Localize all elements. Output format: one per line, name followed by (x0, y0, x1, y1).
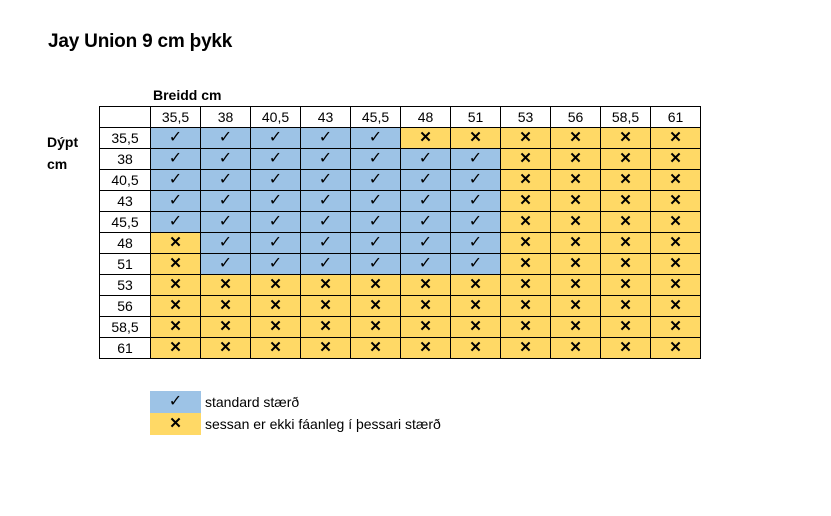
available-cell (301, 254, 351, 275)
check-icon: ✓ (168, 129, 183, 146)
cross-icon: ✕ (619, 255, 632, 272)
available-cell (451, 191, 501, 212)
unavailable-cell (601, 296, 651, 317)
cross-icon: ✕ (569, 234, 582, 251)
table-row (100, 128, 701, 149)
available-cell (201, 128, 251, 149)
unavailable-cell (551, 233, 601, 254)
cross-icon: ✕ (669, 171, 682, 188)
depth-axis-label (47, 131, 78, 175)
available-cell (301, 128, 351, 149)
cross-icon: ✕ (419, 318, 432, 335)
unavailable-cell (651, 317, 701, 338)
available-cell (201, 149, 251, 170)
check-icon: ✓ (268, 255, 283, 272)
cross-icon: ✕ (619, 129, 632, 146)
available-cell (251, 191, 301, 212)
available-cell (451, 233, 501, 254)
unavailable-cell (651, 191, 701, 212)
available-cell (301, 212, 351, 233)
unavailable-cell (501, 317, 551, 338)
cross-icon: ✕ (519, 318, 532, 335)
cross-icon: ✕ (519, 213, 532, 230)
available-cell (201, 191, 251, 212)
cross-icon: ✕ (219, 297, 232, 314)
check-icon: ✓ (268, 192, 283, 209)
available-cell (301, 191, 351, 212)
cross-icon: ✕ (269, 297, 282, 314)
check-icon: ✓ (318, 213, 333, 230)
cross-icon: ✕ (619, 171, 632, 188)
column-header: 48 (401, 107, 451, 128)
unavailable-cell (501, 191, 551, 212)
unavailable-cell (551, 128, 601, 149)
check-icon: ✓ (368, 129, 383, 146)
cross-icon: ✕ (169, 276, 182, 293)
check-icon: ✓ (468, 192, 483, 209)
available-cell (151, 212, 201, 233)
unavailable-cell (651, 170, 701, 191)
cross-icon: ✕ (169, 234, 182, 251)
unavailable-cell (451, 338, 501, 359)
cross-icon: ✕ (419, 276, 432, 293)
legend-label-standard: standard stærð (205, 394, 300, 410)
cross-icon: ✕ (369, 276, 382, 293)
table-row (100, 170, 701, 191)
check-icon: ✓ (368, 171, 383, 188)
row-header: 43 (100, 191, 151, 212)
available-cell (151, 128, 201, 149)
unavailable-cell (551, 317, 601, 338)
cross-icon: ✕ (319, 339, 332, 356)
unavailable-cell (651, 275, 701, 296)
cross-icon: ✕ (169, 318, 182, 335)
width-axis-label: Breidd cm (153, 87, 222, 103)
column-header: 45,5 (351, 107, 401, 128)
check-icon: ✓ (268, 129, 283, 146)
available-cell (451, 212, 501, 233)
unavailable-cell (501, 128, 551, 149)
cross-icon: ✕ (569, 339, 582, 356)
table-row (100, 212, 701, 233)
available-cell (201, 212, 251, 233)
cross-icon: ✕ (669, 213, 682, 230)
legend-swatch-standard (150, 391, 201, 413)
available-cell (351, 191, 401, 212)
row-header: 45,5 (100, 212, 151, 233)
unavailable-cell (201, 317, 251, 338)
row-header: 51 (100, 254, 151, 275)
cross-icon: ✕ (319, 297, 332, 314)
cross-icon: ✕ (619, 276, 632, 293)
unavailable-cell (551, 275, 601, 296)
available-cell (151, 170, 201, 191)
check-icon: ✓ (318, 150, 333, 167)
unavailable-cell (451, 275, 501, 296)
unavailable-cell (351, 338, 401, 359)
check-icon: ✓ (418, 234, 433, 251)
column-header: 43 (301, 107, 351, 128)
cross-icon: ✕ (669, 192, 682, 209)
row-header: 40,5 (100, 170, 151, 191)
check-icon: ✓ (468, 171, 483, 188)
available-cell (451, 170, 501, 191)
unavailable-cell (251, 296, 301, 317)
cross-icon: ✕ (619, 339, 632, 356)
column-header: 61 (651, 107, 701, 128)
available-cell (201, 233, 251, 254)
cross-icon: ✕ (469, 129, 482, 146)
unavailable-cell (351, 296, 401, 317)
unavailable-cell (601, 233, 651, 254)
cross-icon: ✕ (669, 129, 682, 146)
column-header: 40,5 (251, 107, 301, 128)
cross-icon: ✕ (319, 318, 332, 335)
unavailable-cell (351, 275, 401, 296)
unavailable-cell (451, 296, 501, 317)
available-cell (251, 170, 301, 191)
check-icon: ✓ (468, 150, 483, 167)
unavailable-cell (651, 254, 701, 275)
cross-icon: ✕ (519, 339, 532, 356)
available-cell (301, 149, 351, 170)
unavailable-cell (351, 317, 401, 338)
legend (150, 391, 441, 435)
row-header: 48 (100, 233, 151, 254)
unavailable-cell (551, 254, 601, 275)
unavailable-cell (651, 338, 701, 359)
unavailable-cell (551, 296, 601, 317)
available-cell (301, 233, 351, 254)
unavailable-cell (201, 275, 251, 296)
cross-icon: ✕ (269, 276, 282, 293)
check-icon: ✓ (318, 234, 333, 251)
column-header: 58,5 (601, 107, 651, 128)
unavailable-cell (151, 275, 201, 296)
check-icon: ✓ (268, 213, 283, 230)
unavailable-cell (451, 317, 501, 338)
unavailable-cell (501, 296, 551, 317)
unavailable-cell (651, 296, 701, 317)
cross-icon: ✕ (469, 318, 482, 335)
cross-icon: ✕ (469, 339, 482, 356)
available-cell (401, 254, 451, 275)
unavailable-cell (601, 338, 651, 359)
unavailable-cell (151, 296, 201, 317)
cross-icon: ✕ (369, 339, 382, 356)
cross-icon: ✕ (269, 318, 282, 335)
available-cell (351, 233, 401, 254)
check-icon: ✓ (318, 192, 333, 209)
table-row (100, 296, 701, 317)
cross-icon: ✕ (519, 150, 532, 167)
unavailable-cell (551, 338, 601, 359)
cross-icon: ✕ (219, 339, 232, 356)
check-icon: ✓ (318, 129, 333, 146)
available-cell (201, 170, 251, 191)
unavailable-cell (601, 254, 651, 275)
check-icon: ✓ (168, 192, 183, 209)
unavailable-cell (501, 275, 551, 296)
available-cell (401, 212, 451, 233)
unavailable-cell (601, 275, 651, 296)
check-icon: ✓ (368, 213, 383, 230)
cross-icon: ✕ (219, 276, 232, 293)
unavailable-cell (151, 317, 201, 338)
unavailable-cell (401, 275, 451, 296)
check-icon: ✓ (168, 171, 183, 188)
cross-icon: ✕ (519, 234, 532, 251)
depth-label-line2: cm (47, 156, 68, 172)
unavailable-cell (601, 170, 651, 191)
available-cell (251, 233, 301, 254)
cross-icon: ✕ (669, 234, 682, 251)
check-icon: ✓ (168, 393, 183, 410)
cross-icon: ✕ (619, 234, 632, 251)
cross-icon: ✕ (569, 192, 582, 209)
unavailable-cell (401, 128, 451, 149)
cross-icon: ✕ (519, 171, 532, 188)
cross-icon: ✕ (669, 150, 682, 167)
available-cell (451, 149, 501, 170)
unavailable-cell (601, 149, 651, 170)
unavailable-cell (651, 128, 701, 149)
cross-icon: ✕ (369, 297, 382, 314)
cross-icon: ✕ (169, 415, 182, 432)
unavailable-cell (501, 233, 551, 254)
unavailable-cell (151, 254, 201, 275)
unavailable-cell (401, 338, 451, 359)
table-body (100, 128, 701, 359)
unavailable-cell (401, 296, 451, 317)
size-availability-table (99, 106, 701, 359)
cross-icon: ✕ (319, 276, 332, 293)
check-icon: ✓ (268, 171, 283, 188)
row-header: 35,5 (100, 128, 151, 149)
cross-icon: ✕ (569, 171, 582, 188)
cross-icon: ✕ (619, 297, 632, 314)
column-header: 53 (501, 107, 551, 128)
available-cell (151, 191, 201, 212)
available-cell (401, 191, 451, 212)
check-icon: ✓ (468, 234, 483, 251)
check-icon: ✓ (168, 150, 183, 167)
cross-icon: ✕ (619, 192, 632, 209)
check-icon: ✓ (468, 213, 483, 230)
unavailable-cell (601, 128, 651, 149)
check-icon: ✓ (418, 192, 433, 209)
check-icon: ✓ (168, 213, 183, 230)
cross-icon: ✕ (269, 339, 282, 356)
cross-icon: ✕ (669, 297, 682, 314)
page-title: Jay Union 9 cm þykk (48, 31, 233, 52)
available-cell (251, 212, 301, 233)
legend-item-standard (150, 391, 441, 413)
legend-item-unavailable (150, 413, 441, 435)
cross-icon: ✕ (219, 318, 232, 335)
table-row (100, 275, 701, 296)
available-cell (401, 149, 451, 170)
check-icon: ✓ (418, 150, 433, 167)
unavailable-cell (651, 149, 701, 170)
unavailable-cell (451, 128, 501, 149)
table-corner-cell (100, 107, 151, 128)
available-cell (401, 233, 451, 254)
cross-icon: ✕ (519, 276, 532, 293)
unavailable-cell (401, 317, 451, 338)
unavailable-cell (251, 338, 301, 359)
check-icon: ✓ (368, 234, 383, 251)
cross-icon: ✕ (619, 213, 632, 230)
cross-icon: ✕ (419, 129, 432, 146)
cross-icon: ✕ (419, 297, 432, 314)
unavailable-cell (601, 212, 651, 233)
column-header: 56 (551, 107, 601, 128)
unavailable-cell (601, 317, 651, 338)
cross-icon: ✕ (469, 297, 482, 314)
unavailable-cell (251, 317, 301, 338)
available-cell (451, 254, 501, 275)
unavailable-cell (501, 212, 551, 233)
unavailable-cell (651, 212, 701, 233)
unavailable-cell (501, 170, 551, 191)
cross-icon: ✕ (519, 192, 532, 209)
cross-icon: ✕ (169, 339, 182, 356)
available-cell (251, 128, 301, 149)
unavailable-cell (551, 170, 601, 191)
row-header: 38 (100, 149, 151, 170)
check-icon: ✓ (268, 150, 283, 167)
column-header: 35,5 (151, 107, 201, 128)
cross-icon: ✕ (419, 339, 432, 356)
check-icon: ✓ (218, 129, 233, 146)
cross-icon: ✕ (569, 276, 582, 293)
depth-label-line1: Dýpt (47, 134, 79, 150)
cross-icon: ✕ (519, 255, 532, 272)
row-header: 58,5 (100, 317, 151, 338)
row-header: 53 (100, 275, 151, 296)
available-cell (301, 170, 351, 191)
available-cell (201, 254, 251, 275)
cross-icon: ✕ (619, 318, 632, 335)
unavailable-cell (551, 212, 601, 233)
unavailable-cell (551, 191, 601, 212)
check-icon: ✓ (418, 255, 433, 272)
check-icon: ✓ (268, 234, 283, 251)
unavailable-cell (501, 149, 551, 170)
cross-icon: ✕ (569, 297, 582, 314)
legend-label-unavailable: sessan er ekki fáanleg í þessari stærð (205, 416, 441, 432)
cross-icon: ✕ (519, 129, 532, 146)
unavailable-cell (601, 191, 651, 212)
cross-icon: ✕ (369, 318, 382, 335)
table-row (100, 317, 701, 338)
table-row (100, 191, 701, 212)
cross-icon: ✕ (569, 213, 582, 230)
unavailable-cell (551, 149, 601, 170)
unavailable-cell (301, 338, 351, 359)
cross-icon: ✕ (469, 276, 482, 293)
available-cell (351, 170, 401, 191)
cross-icon: ✕ (669, 318, 682, 335)
check-icon: ✓ (368, 255, 383, 272)
legend-swatch-unavailable (150, 413, 201, 435)
column-header: 38 (201, 107, 251, 128)
cross-icon: ✕ (569, 255, 582, 272)
unavailable-cell (301, 275, 351, 296)
cross-icon: ✕ (569, 150, 582, 167)
cross-icon: ✕ (519, 297, 532, 314)
unavailable-cell (651, 233, 701, 254)
unavailable-cell (151, 233, 201, 254)
check-icon: ✓ (218, 171, 233, 188)
column-header: 51 (451, 107, 501, 128)
cross-icon: ✕ (669, 339, 682, 356)
available-cell (251, 254, 301, 275)
check-icon: ✓ (218, 192, 233, 209)
table-row (100, 149, 701, 170)
table-row (100, 338, 701, 359)
unavailable-cell (501, 338, 551, 359)
available-cell (151, 149, 201, 170)
check-icon: ✓ (218, 255, 233, 272)
cross-icon: ✕ (669, 255, 682, 272)
unavailable-cell (201, 296, 251, 317)
cross-icon: ✕ (619, 150, 632, 167)
check-icon: ✓ (218, 150, 233, 167)
check-icon: ✓ (418, 213, 433, 230)
table-header-row (100, 107, 701, 128)
row-header: 61 (100, 338, 151, 359)
available-cell (351, 212, 401, 233)
check-icon: ✓ (368, 150, 383, 167)
check-icon: ✓ (218, 234, 233, 251)
unavailable-cell (301, 317, 351, 338)
check-icon: ✓ (218, 213, 233, 230)
check-icon: ✓ (318, 171, 333, 188)
table-row (100, 233, 701, 254)
unavailable-cell (151, 338, 201, 359)
available-cell (251, 149, 301, 170)
unavailable-cell (201, 338, 251, 359)
table-row (100, 254, 701, 275)
cross-icon: ✕ (569, 129, 582, 146)
unavailable-cell (251, 275, 301, 296)
unavailable-cell (301, 296, 351, 317)
available-cell (401, 170, 451, 191)
unavailable-cell (501, 254, 551, 275)
check-icon: ✓ (418, 171, 433, 188)
cross-icon: ✕ (169, 297, 182, 314)
cross-icon: ✕ (569, 318, 582, 335)
available-cell (351, 254, 401, 275)
check-icon: ✓ (368, 192, 383, 209)
available-cell (351, 149, 401, 170)
check-icon: ✓ (468, 255, 483, 272)
cross-icon: ✕ (169, 255, 182, 272)
row-header: 56 (100, 296, 151, 317)
available-cell (351, 128, 401, 149)
check-icon: ✓ (318, 255, 333, 272)
cross-icon: ✕ (669, 276, 682, 293)
